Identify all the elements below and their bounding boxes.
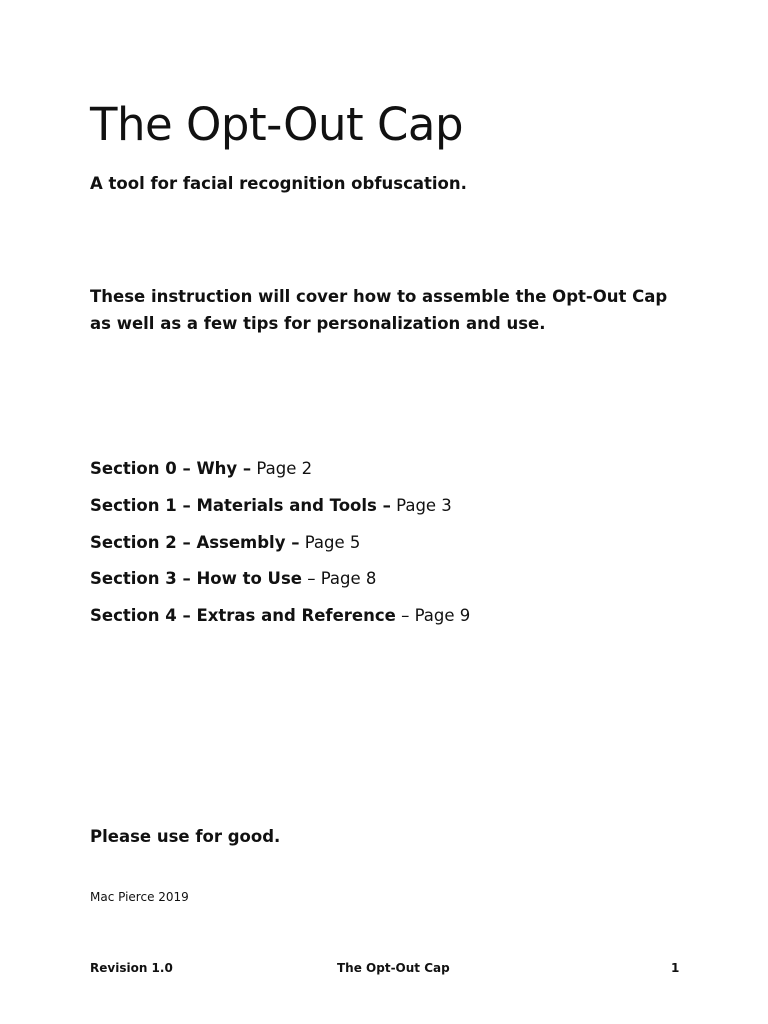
toc-item-section-1 xyxy=(90,494,690,518)
table-of-contents xyxy=(90,457,690,641)
intro-paragraph: These instruction will cover how to assemble the Opt-Out Cap as well as a few tips for personalization and use. xyxy=(90,287,668,333)
toc-item-label: Section 4 – Extras and Reference xyxy=(90,606,396,626)
closing-line: Please use for good. xyxy=(90,827,281,846)
toc-item-label: Section 2 – Assembly – xyxy=(90,532,300,552)
toc-item-section-4 xyxy=(90,604,690,628)
toc-item-page: – Page 9 xyxy=(395,606,471,626)
footer-document-name: The Opt-Out Cap xyxy=(337,961,450,975)
footer-revision: Revision 1.0 xyxy=(90,961,173,975)
toc-item-section-2 xyxy=(90,531,690,555)
toc-item-page: Page 2 xyxy=(251,459,313,478)
toc-item-label: Section 3 – How to Use xyxy=(90,569,302,589)
toc-item-label: Section 0 – Why – xyxy=(90,459,252,478)
document-title: The Opt-Out Cap xyxy=(90,98,464,151)
toc-item-section-0 xyxy=(90,457,690,481)
document-subtitle: A tool for facial recognition obfuscation. xyxy=(90,174,467,193)
footer-page-number: 1 xyxy=(671,961,680,975)
toc-item-page: Page 3 xyxy=(390,495,452,515)
toc-item-section-3 xyxy=(90,567,690,591)
toc-item-page: – Page 8 xyxy=(301,569,377,589)
author-credit: Mac Pierce 2019 xyxy=(90,890,189,904)
toc-item-label: Section 1 – Materials and Tools – xyxy=(90,495,391,515)
toc-item-page: Page 5 xyxy=(299,532,361,552)
